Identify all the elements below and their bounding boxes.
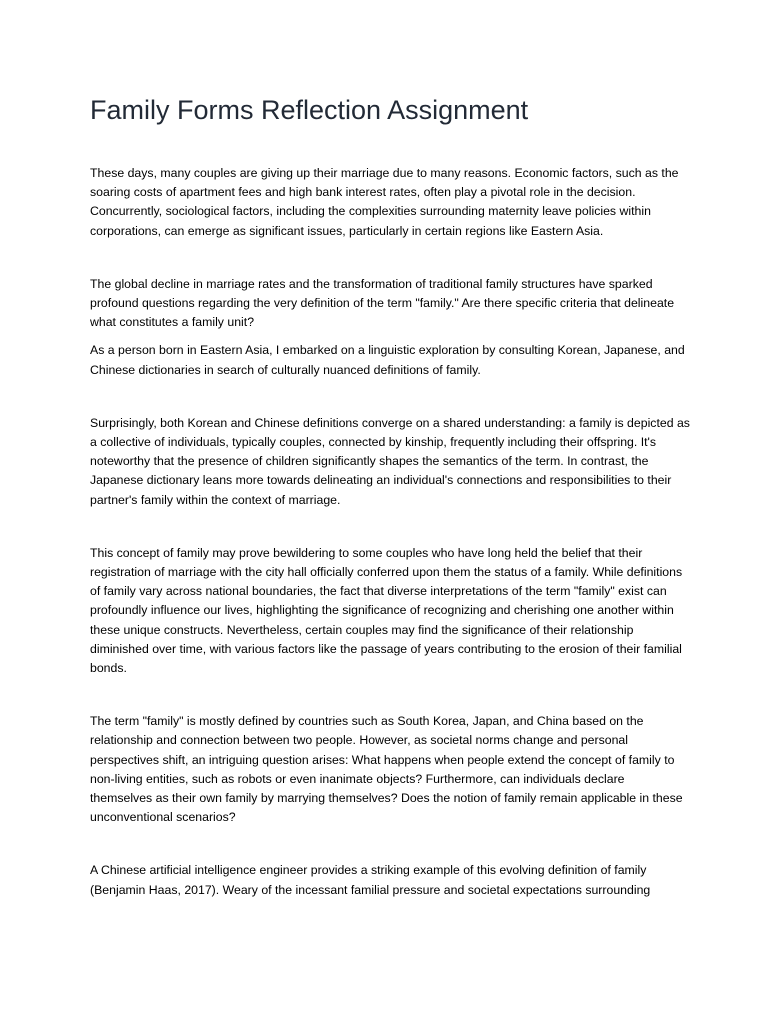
page-title: Family Forms Reflection Assignment (90, 95, 529, 125)
paragraph-ai-engineer-example: A Chinese artificial intelligence engineer provides a striking example of this evolving definition of family (Benjamin Haas, 2017). Weary of the incessant familial pressure and societal expectations surrounding (90, 863, 651, 897)
paragraph-unconventional-family: The term "family" is mostly defined by countries such as South Korea, Japan, and China based on the relationship and connection between two people. However, as societal norms change and personal perspectives shift, an intriguing question arises: What happens when people extend the concept of family to non-living entities, such as robots or even inanimate objects? Furthermore, can individuals declare themselves as their own family by marrying themselves? Does the notion of family remain applicable in these unconventional scenarios? (90, 714, 683, 825)
paragraph-economic-factors: These days, many couples are giving up their marriage due to many reasons. Economic factors, such as the soaring costs of apartment fees and high bank interest rates, often play a pivotal role in the decision. Concurrently, sociological factors, including the complexities surrounding maternity leave policies within corporations, can emerge as significant issues, particularly in certain regions like Eastern Asia. (90, 166, 679, 238)
paragraph-concept-bewildering: This concept of family may prove bewildering to some couples who have long held the belief that their registration of marriage with the city hall officially conferred upon them the status of a family. While definitions of family vary across national boundaries, the fact that diverse interpretations of the term "family" exist can profoundly influence our lives, highlighting the significance of recognizing and cherishing one another within these unique constructs. Nevertheless, certain couples may find the significance of their relationship diminished over time, with various factors like the passage of years contributing to the erosion of their familial bonds. (90, 545, 683, 676)
paragraph-linguistic-exploration: As a person born in Eastern Asia, I embarked on a linguistic exploration by consulting Korean, Japanese, and Chinese dictionaries in search of culturally nuanced definitions of family. (90, 343, 685, 377)
paragraph-marriage-decline: The global decline in marriage rates and the transformation of traditional family structures have sparked profound questions regarding the very definition of the term "family." Are there specific criteria that delineate what constitutes a family unit? (90, 276, 675, 330)
paragraph-dictionary-definitions: Surprisingly, both Korean and Chinese definitions converge on a shared understanding: a family is depicted as a collective of individuals, typically couples, connected by kinship, frequently including their offspring. It's noteworthy that the presence of children significantly shapes the semantics of the term. In contrast, the Japanese dictionary leans more towards delineating an individual's connections and responsibilities to their partner's family within the context of marriage. (90, 415, 690, 507)
